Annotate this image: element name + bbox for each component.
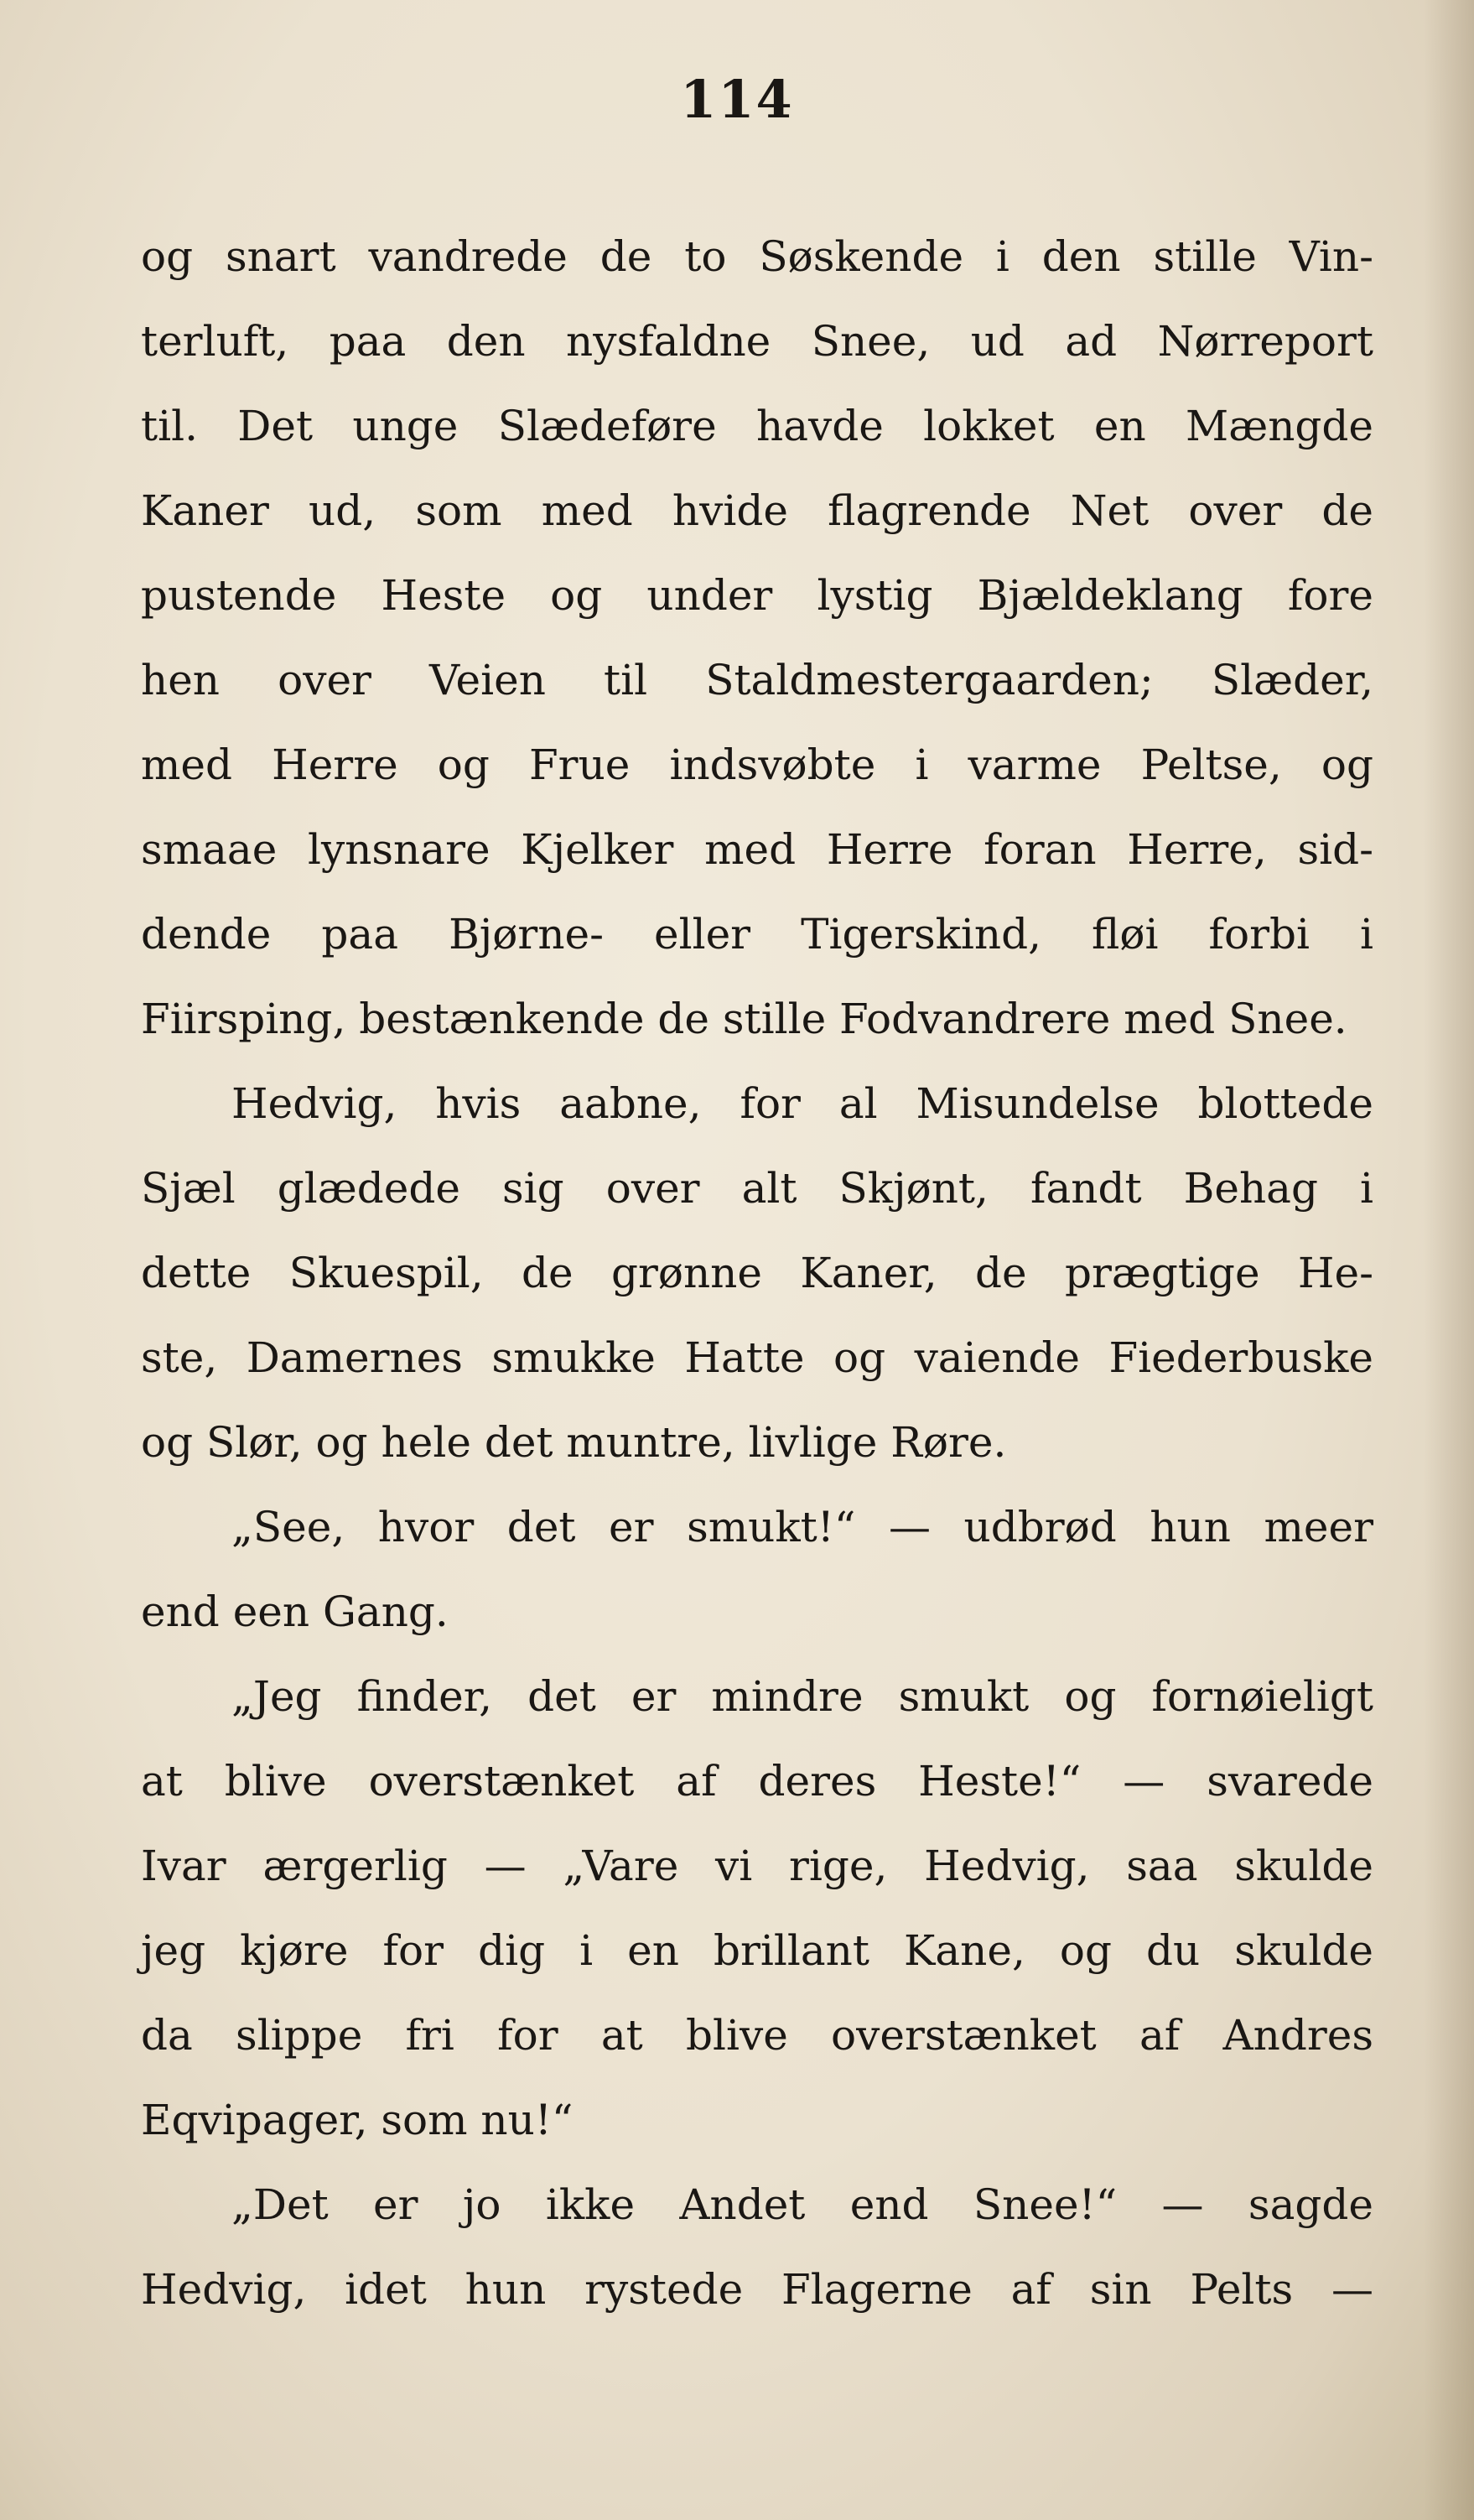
text-line: „Det er jo ikke Andet end Snee!“ — sagde — [231, 2180, 1373, 2229]
text-line: at blive overstænket af deres Heste!“ — svarede — [141, 1757, 1373, 1806]
text-line: til. Det unge Slædeføre havde lokket en Mængde — [141, 402, 1373, 450]
text-line: Hedvig, idet hun rystede Flagerne af sin Pelts — — [141, 2265, 1373, 2314]
text-line: end een Gang. — [141, 1587, 449, 1636]
text-line: Fiirsping, bestænkende de stille Fodvandrere med Snee. — [141, 995, 1347, 1043]
text-line: jeg kjøre for dig i en brillant Kane, og du skulde — [141, 1926, 1373, 1975]
text-line: Eqvipager, som nu!“ — [141, 2096, 574, 2144]
text-line: pustende Heste og under lystig Bjældeklang fore — [141, 571, 1373, 620]
text-line: smaae lynsnare Kjelker med Herre foran Herre, sid- — [141, 825, 1373, 874]
text-line: dette Skuespil, de grønne Kaner, de prægtige He- — [141, 1249, 1373, 1297]
text-line: dende paa Bjørne- eller Tigerskind, fløi forbi i — [141, 910, 1373, 959]
text-line: terluft, paa den nysfaldne Snee, ud ad Nørreport — [141, 317, 1373, 366]
text-line: ste, Damernes smukke Hatte og vaiende Fiederbuske — [141, 1333, 1373, 1382]
text-line: Kaner ud, som med hvide flagrende Net over de — [141, 486, 1373, 535]
text-line: Sjæl glædede sig over alt Skjønt, fandt Behag i — [141, 1164, 1373, 1213]
page-edge-shadow — [1424, 0, 1474, 2520]
text-line: og snart vandrede de to Søskende i den stille Vin- — [141, 232, 1373, 281]
text-line: Ivar ærgerlig — „Vare vi rige, Hedvig, saa skulde — [141, 1842, 1373, 1890]
text-line: og Slør, og hele det muntre, livlige Røre. — [141, 1418, 1007, 1467]
text-line: Hedvig, hvis aabne, for al Misundelse blottede — [231, 1079, 1373, 1128]
text-line: med Herre og Frue indsvøbte i varme Peltse, og — [141, 740, 1373, 789]
text-line: „See, hvor det er smukt!“ — udbrød hun meer — [231, 1503, 1373, 1551]
text-line: „Jeg finder, det er mindre smukt og fornøieligt — [231, 1672, 1373, 1721]
text-line: hen over Veien til Staldmestergaarden; Slæder, — [141, 656, 1373, 704]
page-number: 114 — [680, 69, 794, 130]
body-text — [141, 215, 1373, 2332]
text-line: da slippe fri for at blive overstænket af Andres — [141, 2011, 1373, 2060]
